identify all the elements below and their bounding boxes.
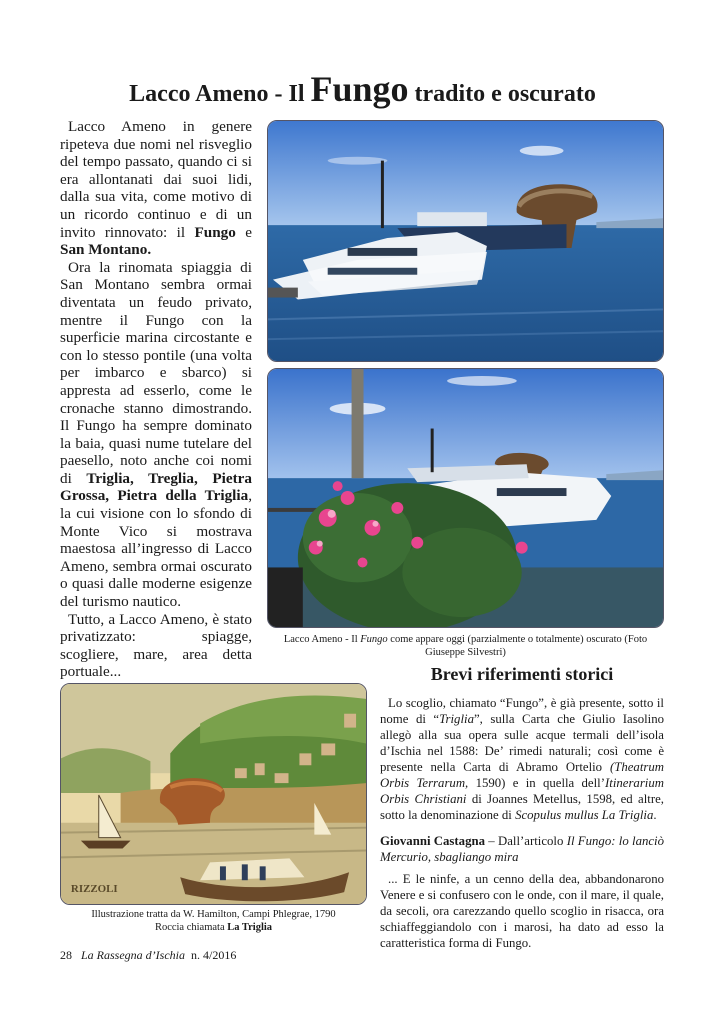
r-p1-i3: Itinerarium Orbis Christiani [380, 776, 665, 806]
left-column-text [60, 118, 252, 681]
left-p2-text-1: Ora la rinomata spiaggia di San Montano sembra ormai diventata un feudo privato, mentre il Fungo con la superficie marina circostante e con lo stesso pontile (una volta per imbarco e sbarco) si appresta ad esserlo, come le cronache stanno dimostrando. Il Fungo ha sempre dominato la baia, quasi nume tutelare del paesello, noto anche coi nomi di [60, 258, 252, 487]
photo-caption-italic: Fungo [360, 634, 388, 645]
right-paragraph-author [380, 833, 664, 865]
right-paragraph-3: ... E le ninfe, a un cenno della dea, abbandonarono Venere e si confusero con le onde, con il mare, il quale, da secoli, ora carezzando quello scoglio in risacca, ora schiaffeggiandolo con i marosi, ha dato ad esso la caratteristica forma di Fungo. [380, 872, 664, 950]
r-p1-e: . [653, 808, 657, 822]
photo-caption [267, 633, 664, 659]
r-p1-i4: Scopulus mullus La Triglia [515, 808, 654, 822]
page-title [0, 68, 725, 110]
r-p1-i2: (Theatrum Orbis Terrarum, [380, 760, 664, 790]
painting-caption-line-1: Illustrazione tratta da W. Hamilton, Campi Phlegrae, 1790 [91, 909, 336, 920]
right-column-text [380, 695, 664, 951]
left-p1-text: Lacco Ameno in genere ripeteva due nomi nel risveglio del tempo passato, quando ci si era allontanati dai suoi lidi, dalla sua vita, come motivo di un ricordo continuo e di un invito rinnovato: il [60, 118, 252, 241]
title-fungo: Fungo [310, 69, 409, 109]
left-paragraph-1 [60, 118, 252, 259]
right-paragraph-1 [380, 695, 664, 823]
left-p2-text-2: , la cui visione con lo sfondo di Monte Vico si mostrava maestosa all’ingresso di Lacco Ameno, sembra ormai oscurato o quasi dalle moderne esigenze del turismo nautico. [60, 487, 252, 611]
title-part-3: tradito e oscurato [408, 81, 596, 107]
r-p1-d: di Joannes Metellus, 1598, ed altre, sotto la denominazione di [380, 792, 664, 822]
magazine-name: La Rassegna d’Ischia [81, 948, 185, 962]
painting-caption-line-2a: Roccia chiamata [154, 922, 228, 933]
left-paragraph-3 [60, 611, 252, 681]
page-footer [60, 948, 236, 963]
title-part-1: Lacco Ameno - Il [129, 81, 311, 107]
issue-number: n. 4/2016 [191, 948, 237, 962]
r-p1-a: Lo scoglio, chiamato “Fungo”, è già presente, sotto il nome di “ [380, 696, 664, 726]
page-number: 28 [60, 948, 72, 962]
section-heading: Brevi riferimenti storici [430, 664, 614, 684]
photo-yachts-fungo [267, 120, 664, 362]
photo-caption-part-1: Lacco Ameno - Il [283, 634, 361, 645]
left-p1-bold-san-montano: San Montano. [60, 241, 152, 259]
left-paragraph-2 [60, 259, 252, 611]
left-p2-bold-names: Triglia, Treglia, Pietra Grossa, Pietra della Triglia [60, 469, 252, 505]
painting-la-triglia [60, 683, 367, 905]
painting-caption [60, 908, 367, 934]
photo-oleander-yachts [267, 368, 664, 628]
photo-caption-part-2: come appare oggi (parzialmente o totalmente) oscurato (Foto Giuseppe Silvestri) [387, 634, 648, 658]
left-p1-mid: e [235, 223, 252, 241]
r-p2-article-title: Il Fungo: lo lanciò Mercurio, sbagliango mira [380, 834, 665, 864]
author-name: Giovanni Castagna [380, 834, 485, 848]
painting-signature: RIZZOLI [70, 883, 118, 896]
r-p1-b: ”, sulla Carta che Giulio Iasolino allegò alla sua opera sulle acque termali dell’isola d’Ischia nel 1588: De’ rimedi naturali; così come è presente nella Carta di Abramo Ortelio [380, 712, 665, 774]
r-p1-c: 1590) e in quella dell’ [468, 776, 605, 790]
left-p3-text: Tutto, a Lacco Ameno, è stato privatizzato: spiagge, scogliere, mare, area detta portuale... [60, 610, 252, 681]
painting-caption-la-triglia: La Triglia [227, 922, 273, 933]
r-p1-i1: Triglia [439, 712, 474, 726]
left-p1-bold-fungo: Fungo [194, 223, 236, 241]
r-p2-a: – Dall’articolo [485, 834, 567, 848]
painting-caption-line-2 [60, 921, 367, 934]
